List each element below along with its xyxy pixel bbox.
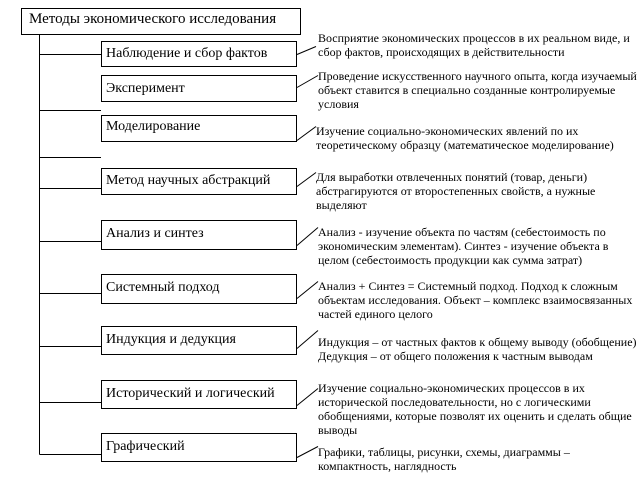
description-experiment: Проведение искусственного научного опыта, когда изучаемый объект ставится в специально созданные контролируемые условия bbox=[318, 69, 637, 111]
desc-pointer bbox=[297, 47, 316, 55]
desc-pointer bbox=[297, 173, 316, 187]
desc-pointer bbox=[297, 76, 318, 88]
description-scientific-abstraction: Для выработки отвлеченных понятий (товар, деньги) абстрагируются от второстепенных свойств, а нужные выделяют bbox=[316, 170, 596, 212]
desc-pointer bbox=[297, 331, 318, 349]
desc-pointer bbox=[297, 389, 318, 406]
method-systems-approach: Системный подход bbox=[101, 274, 297, 304]
description-graphical: Графики, таблицы, рисунки, схемы, диаграммы – компактность, наглядность bbox=[318, 445, 570, 473]
method-historical-logical: Исторический и логический bbox=[101, 380, 297, 409]
method-observation: Наблюдение и сбор фактов bbox=[101, 41, 297, 67]
desc-pointer bbox=[297, 127, 316, 141]
desc-pointer bbox=[297, 228, 318, 246]
method-modeling: Моделирование bbox=[101, 115, 297, 142]
description-induction-deduction: Индукция – от частных фактов к общему выводу (обобщение) Дедукция – от общего положения к частным выводам bbox=[318, 335, 637, 363]
method-experiment: Эксперимент bbox=[101, 75, 297, 102]
desc-pointer bbox=[297, 282, 318, 299]
description-observation: Восприятие экономических процессов в их реальном виде, и сбор фактов, происходящих в действительности bbox=[318, 31, 630, 59]
description-historical-logical: Изучение социально-экономических процессов в их исторической последовательности, но с логическими обобщениями, которые позволят их оценить и сделать общие выводы bbox=[318, 381, 632, 437]
method-graphical: Графический bbox=[101, 433, 297, 462]
description-systems-approach: Анализ + Синтез = Системный подход. Подход к сложным объектам исследования. Объект – комплекс взаимосвязанных частей единого целого bbox=[318, 279, 633, 321]
description-modeling: Изучение социально-экономических явлений по их теоретическому образцу (математическое моделирование) bbox=[316, 124, 614, 152]
method-analysis-synthesis: Анализ и синтез bbox=[101, 220, 297, 250]
method-induction-deduction: Индукция и дедукция bbox=[101, 326, 297, 355]
desc-pointer bbox=[297, 447, 318, 458]
method-scientific-abstraction: Метод научных абстракций bbox=[101, 168, 297, 195]
root-node: Методы экономического исследования bbox=[21, 8, 301, 35]
description-analysis-synthesis: Анализ - изучение объекта по частям (себестоимость по экономическим элементам). Синтез - изучение объекта в целом (себестоимость продукции как сумма затрат) bbox=[318, 225, 609, 267]
